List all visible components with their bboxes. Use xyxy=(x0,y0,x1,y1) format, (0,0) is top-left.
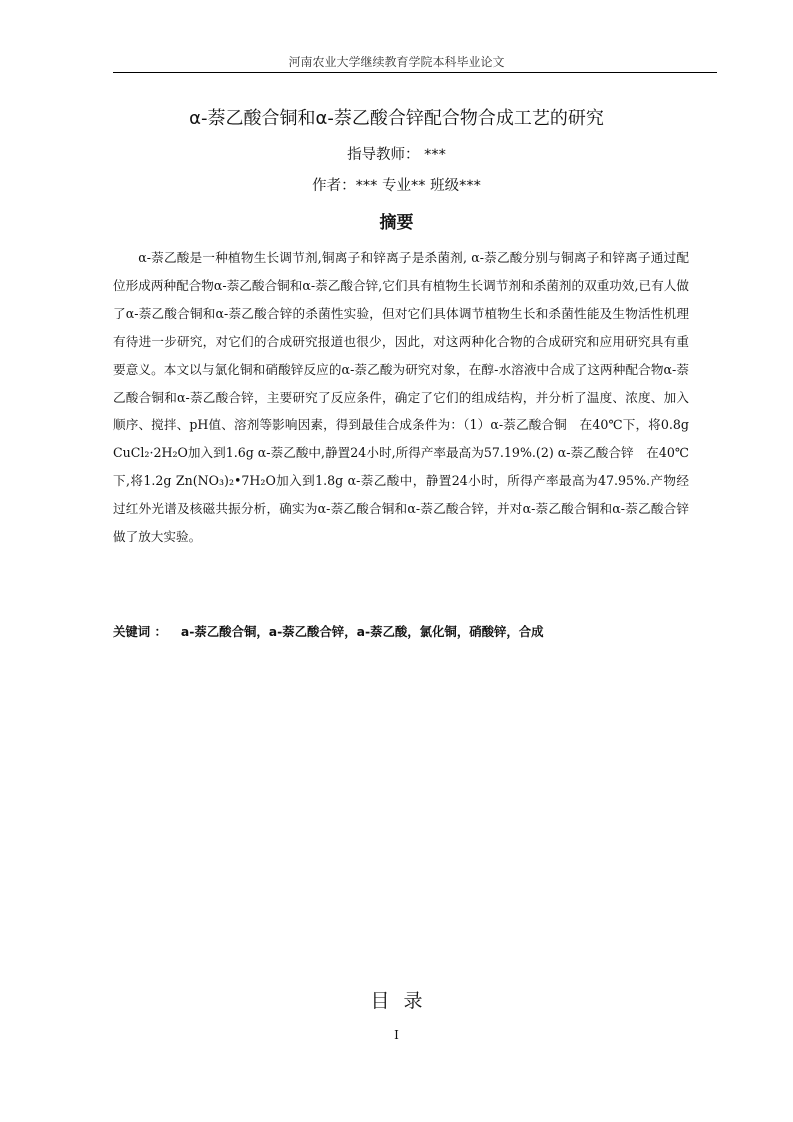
paper-title: α-萘乙酸合铜和α-萘乙酸合锌配合物合成工艺的研究 xyxy=(189,108,604,129)
author-line: 作者：*** 专业** 班级*** xyxy=(312,178,481,194)
keywords xyxy=(113,622,689,640)
advisor-line: 指导教师： *** xyxy=(347,147,446,163)
running-header: 河南农业大学继续教育学院本科毕业论文 xyxy=(288,55,505,69)
keywords-label: 关键词 ： xyxy=(113,624,167,639)
toc-heading: 目录 xyxy=(370,990,437,1012)
abstract-heading: 摘要 xyxy=(379,213,414,233)
abstract-body: α-萘乙酸是一种植物生长调节剂,铜离子和锌离子是杀菌剂, α-萘乙酸分别与铜离子和锌离子通过配位形成两种配合物α-萘乙酸合铜和α-萘乙酸合锌,它们具有植物生长调节剂和杀菌剂的双重功效,已有人做了α-萘乙酸合铜和α-萘乙酸合锌的杀菌性实验，但对它们具体调节植物生长和杀菌性能及生物活性机理有待进一步研究，对它们的合成研究报道也很少，因此，对这两种化合物的合成研究和应用研究具有重要意义。本文以与氯化铜和硝酸锌反应的α-萘乙酸为研究对象，在醇-水溶液中合成了这两种配合物α-萘乙酸合铜和α-萘乙酸合锌，主要研究了反应条件，确定了它们的组成结构，并分析了温度、浓度、加入顺序、搅拌、pH值、溶剂等影响因素，得到最佳合成条件为：（1）α-萘乙酸合铜 在40℃下，将0.8g CuCl₂·2H₂O加入到1.6g α-萘乙酸中,静置24小时,所得产率最高为57.19%.(2) α-萘乙酸合锌 在40℃下,将1.2g Zn(NO₃)₂•7H₂O加入到1.8g α-萘乙酸中，静置24小时，所得产率最高为47.95%.产物经过红外光谱及核磁共振分析，确实为α-萘乙酸合铜和α-萘乙酸合锌，并对α-萘乙酸合铜和α-萘乙酸合锌做了放大实验。 xyxy=(113,250,689,545)
keywords-text: a-萘乙酸合铜，a-萘乙酸合锌，a-萘乙酸，氯化铜，硝酸锌，合成 xyxy=(180,624,544,639)
page-number: I xyxy=(394,1028,399,1042)
header-rule xyxy=(113,72,717,73)
